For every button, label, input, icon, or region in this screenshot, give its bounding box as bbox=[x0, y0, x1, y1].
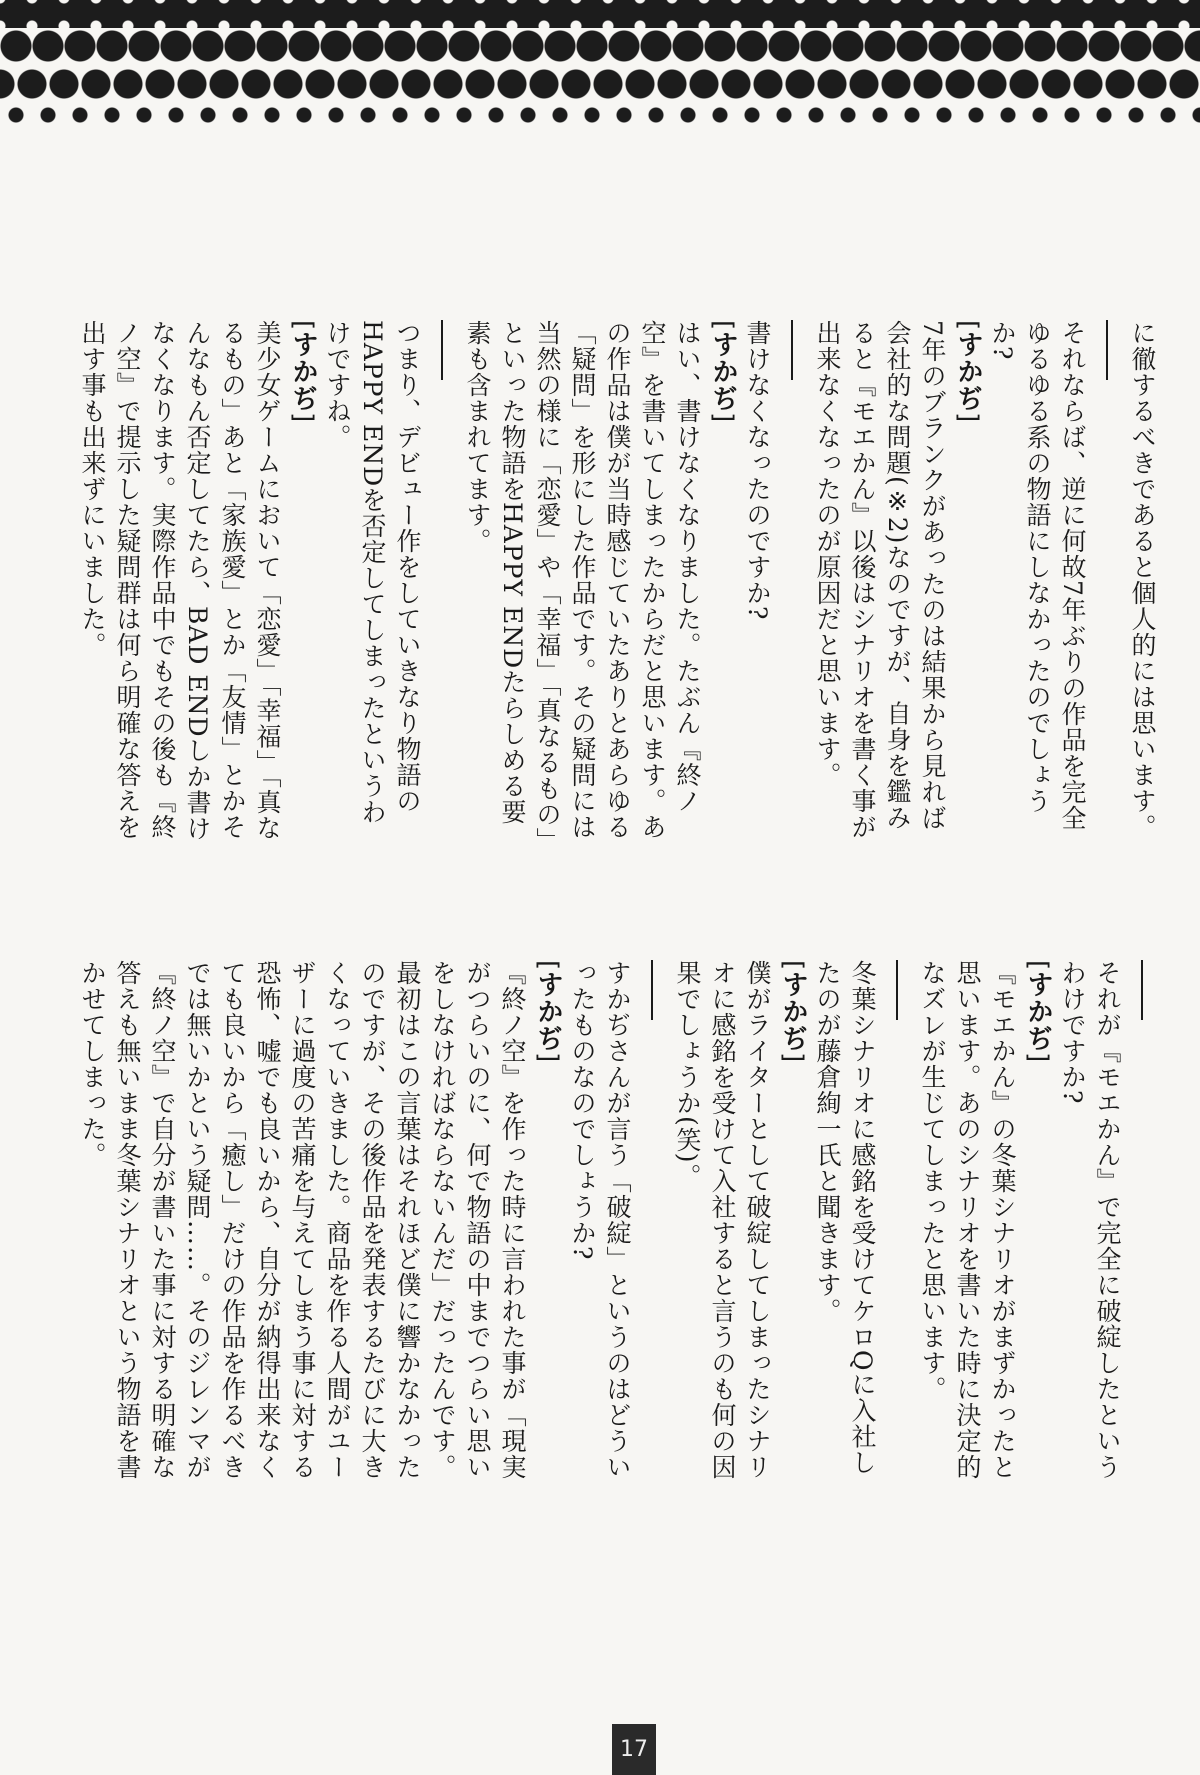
answer-text: 美少女ゲームにおいて「恋愛」「幸福」「真なるもの」あと「家族愛」とか「友情」とかそんなもん否定してたら、BAD ENDしか書けなくなります。実際作品中でもその後も『終ノ空』で提示した疑問群は何ら明確な答えを出す事も出来ずにいました。 bbox=[78, 320, 282, 842]
answer-text: 『終ノ空』を作った時に言われた事が「現実がつらいのに、何で物語の中までつらい思いをしなければならないんだ」だったんです。最初はこの言葉はそれほど僕に響かなかったのですが、その後作品を発表するたびに大きくなっていきました。商品を作る人間がユーザーに過度の苦痛を与えてしまう事に対する恐怖、嘘でも良いから、自分が納得出来なくても良いから「癒し」だけの作品を作るべきでは無いかという疑問……。そのジレンマが『終ノ空』で自分が書いた事に対する明確な答えも無いまま冬葉シナリオという物語を書かせてしまった。 bbox=[78, 960, 527, 1480]
speaker-label: [すかぢ] bbox=[778, 960, 808, 1064]
speaker-label: [すかぢ] bbox=[953, 320, 983, 424]
question-block bbox=[810, 960, 915, 1490]
text-block bbox=[1125, 320, 1160, 845]
halftone-dots-row bbox=[0, 28, 1200, 64]
question-text: 書けなくなったのですか? bbox=[743, 320, 772, 621]
interviewer-dash bbox=[775, 320, 810, 799]
question-text: それならば、逆に何故7年ぶりの作品を完全ゆるゆる系の物語にしなかったのでしょうか? bbox=[988, 320, 1087, 831]
interviewer-dash bbox=[1125, 960, 1160, 1444]
speaker-name: すかぢ bbox=[533, 971, 563, 1053]
halftone-dots-row bbox=[0, 64, 1200, 104]
answer-text: はい、書けなくなりました。たぶん『終ノ空』を書いてしまったからだと思います。あの作品は僕が当時感じていたありとあらゆる「疑問」を形にした作品です。その疑問には当然の様に「恋愛」や「幸福」「真なるもの」といった物語をHAPPY ENDたらしめる要素も含まれてます。 bbox=[463, 320, 702, 841]
question-block bbox=[1055, 960, 1160, 1490]
speaker-label: [すかぢ] bbox=[533, 960, 563, 1064]
question-block bbox=[740, 320, 810, 845]
halftone-dots-row bbox=[0, 104, 1200, 126]
answer-text: 7年のブランクがあったのは結果から見れば会社的な問題(※2)なのですが、自身を鑑みると『モエかん』以後はシナリオを書く事が出来なくなったのが原因だと思います。 bbox=[813, 320, 947, 840]
answer-block bbox=[460, 320, 740, 845]
speaker-label: [すかぢ] bbox=[288, 320, 318, 424]
answer-block bbox=[810, 320, 985, 845]
halftone-dots-row bbox=[0, 0, 1200, 28]
speaker-name: すかぢ bbox=[778, 971, 808, 1053]
speaker-name: すかぢ bbox=[708, 331, 738, 413]
interview-top-half bbox=[60, 320, 1160, 845]
answer-block bbox=[75, 320, 320, 845]
question-block bbox=[985, 320, 1125, 845]
answer-text: 僕がライターとして破綻してしまったシナリオに感銘を受けて入社すると言うのも何の因果でしょうか(笑)。 bbox=[673, 960, 772, 1480]
question-text: すかぢさんが言う「破綻」というのはどういったものなのでしょうか? bbox=[568, 960, 632, 1480]
body-text: に徹するべきであると個人的には思います。 bbox=[1128, 320, 1157, 840]
question-text: それが『モエかん』で完全に破綻したというわけですか? bbox=[1058, 960, 1122, 1480]
speaker-label: [すかぢ] bbox=[1023, 960, 1053, 1064]
speaker-name: すかぢ bbox=[1023, 971, 1053, 1053]
question-text: つまり、デビュー作をしていきなり物語のHAPPY ENDを否定してしまったというわけですね。 bbox=[323, 320, 422, 826]
interviewer-dash bbox=[1090, 320, 1125, 799]
answer-text: 『モエかん』の冬葉シナリオがまずかったと思います。あのシナリオを書いた時に決定的なズレが生じてしまったと思います。 bbox=[918, 960, 1017, 1480]
interviewer-dash bbox=[880, 960, 915, 1444]
answer-block bbox=[75, 960, 565, 1490]
interviewer-dash bbox=[425, 320, 460, 799]
answer-block bbox=[915, 960, 1055, 1490]
question-text: 冬葉シナリオに感銘を受けてケロQに入社したのが藤倉絢一氏と聞きます。 bbox=[813, 960, 877, 1476]
interview-bottom-half bbox=[60, 960, 1160, 1490]
speaker-name: すかぢ bbox=[953, 331, 983, 413]
answer-block bbox=[670, 960, 810, 1490]
question-block bbox=[320, 320, 460, 845]
page-number: 17 bbox=[612, 1724, 656, 1775]
speaker-label: [すかぢ] bbox=[708, 320, 738, 424]
interviewer-dash bbox=[635, 960, 670, 1444]
speaker-name: すかぢ bbox=[288, 331, 318, 413]
question-block bbox=[565, 960, 670, 1490]
